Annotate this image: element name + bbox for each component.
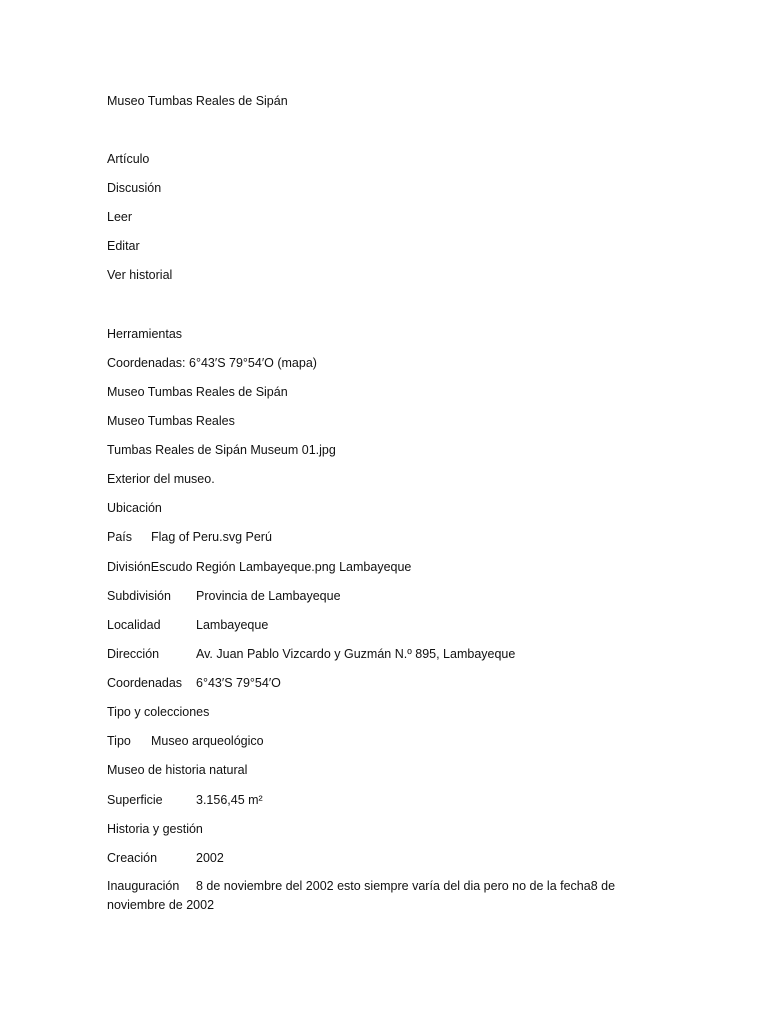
nav-read[interactable]: Leer	[107, 210, 133, 224]
museum-name: Museo Tumbas Reales de Sipán	[107, 385, 288, 399]
coordinates-label: Coordenadas	[107, 676, 183, 690]
coordinates-value: 6°43′S 79°54′O	[196, 676, 281, 690]
country-value: Flag of Peru.svg Perú	[151, 530, 272, 544]
nav-edit[interactable]: Editar	[107, 239, 140, 253]
locality-row	[107, 617, 269, 633]
country-row	[107, 529, 272, 545]
creation-value: 2002	[196, 851, 224, 865]
type-label: Tipo	[107, 734, 131, 748]
creation-label: Creación	[107, 851, 158, 865]
area-value: 3.156,45 m²	[196, 793, 263, 807]
inauguration-row	[107, 877, 627, 915]
nav-history[interactable]: Ver historial	[107, 268, 173, 282]
locality-label: Localidad	[107, 618, 161, 632]
type-row	[107, 733, 264, 749]
inauguration-label: Inauguración	[107, 879, 180, 893]
area-label: Superficie	[107, 793, 163, 807]
address-value: Av. Juan Pablo Vizcardo y Guzmán N.º 895, Lambayeque	[196, 647, 516, 661]
nav-article[interactable]: Artículo	[107, 152, 150, 166]
subdivision-label: Subdivisión	[107, 589, 171, 603]
nav-discussion[interactable]: Discusión	[107, 181, 162, 195]
subdivision-row	[107, 588, 341, 604]
type-extra: Museo de historia natural	[107, 763, 248, 777]
types-heading: Tipo y colecciones	[107, 705, 210, 719]
inauguration-value: 8 de noviembre del 2002 esto siempre varía del dia pero no de la fecha8 de noviembre de 2002	[107, 879, 616, 912]
history-heading: Historia y gestión	[107, 822, 203, 836]
address-row	[107, 646, 516, 662]
division-row	[107, 559, 411, 575]
image-caption: Exterior del museo.	[107, 472, 215, 486]
division-value: Escudo Región Lambayeque.png Lambayeque	[150, 560, 412, 574]
location-heading: Ubicación	[107, 501, 162, 515]
locality-value: Lambayeque	[196, 618, 269, 632]
division-label: División	[107, 560, 151, 574]
page-title: Museo Tumbas Reales de Sipán	[107, 94, 288, 108]
coordinates-line: Coordenadas: 6°43′S 79°54′O (mapa)	[107, 356, 317, 370]
museum-short-name: Museo Tumbas Reales	[107, 414, 235, 428]
image-filename[interactable]: Tumbas Reales de Sipán Museum 01.jpg	[107, 443, 336, 457]
area-row	[107, 792, 263, 808]
coordinates-row	[107, 675, 281, 691]
creation-row	[107, 850, 224, 866]
address-label: Dirección	[107, 647, 160, 661]
country-label: País	[107, 530, 133, 544]
subdivision-value: Provincia de Lambayeque	[196, 589, 341, 603]
type-value: Museo arqueológico	[151, 734, 264, 748]
tools-label[interactable]: Herramientas	[107, 327, 183, 341]
